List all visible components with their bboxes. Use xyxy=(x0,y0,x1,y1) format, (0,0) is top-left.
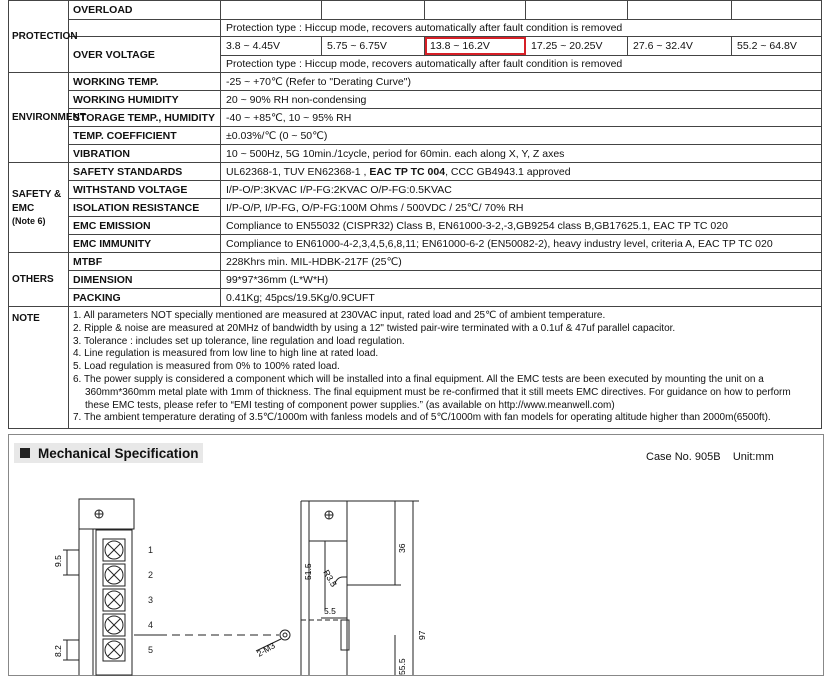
overload-label-cont xyxy=(69,20,221,37)
over-voltage-ranges xyxy=(221,37,822,56)
safety-value: Compliance to EN55032 (CISPR32) Class B, EN61000-3-2,-3,GB9254 class B,GB17625.1, EAC TP TC 020 xyxy=(221,217,822,235)
terminal-number: 1 xyxy=(148,545,154,555)
env-value: -25 ~ +70℃ (Refer to "Derating Curve") xyxy=(221,73,822,91)
others-label: PACKING xyxy=(69,289,221,307)
safety-label: EMC IMMUNITY xyxy=(69,235,221,253)
safety-label: SAFETY STANDARDS xyxy=(69,163,221,181)
terminal-tab xyxy=(79,499,134,529)
over-voltage-label: OVER VOLTAGE xyxy=(69,37,221,73)
dim-pitch: 9.5 xyxy=(53,555,63,567)
note-item: 7. The ambient temperature derating of 3.5℃/1000m with fanless models and of 5℃/1000m with fan models for operating altitude higher than 2000m(6500ft). xyxy=(73,412,771,424)
safety-value: I/P-O/P:3KVAC I/P-FG:2KVAC O/P-FG:0.5KVAC xyxy=(221,181,822,199)
specification-table xyxy=(8,0,822,429)
others-value: 228Khrs min. MIL-HDBK-217F (25℃) xyxy=(221,253,822,271)
note-item: 6. The power supply is considered a component which will be installed into a final equipment. All the EMC tests are been executed by mounting the unit on a 360mm*360mm metal plate with 1mm of thickness. The final equipment must be re-confirmed that it still meets EMC directives. For guidance on how to perform these EMC tests, please refer to “EMI testing of component power supplies.” (as available on http://www.meanwell.com) xyxy=(73,373,791,411)
safety-label: ISOLATION RESISTANCE xyxy=(69,199,221,217)
note-item: 4. Line regulation is measured from low line to high line at rated load. xyxy=(73,348,379,360)
safety-category-note: (Note 6) xyxy=(12,216,46,226)
mechanical-section xyxy=(8,434,824,676)
overload-protection-type: Protection type : Hiccup mode, recovers automatically after fault condition is removed xyxy=(221,20,822,37)
terminal-number: 3 xyxy=(148,595,154,605)
dim-slot-radius: R3.5 xyxy=(321,568,339,589)
overload-label: OVERLOAD xyxy=(69,1,221,20)
environment-category: ENVIRONMENT xyxy=(9,73,69,163)
notes-cell xyxy=(69,307,822,429)
env-label: WORKING TEMP. xyxy=(69,73,221,91)
others-label: MTBF xyxy=(69,253,221,271)
dim-lower: 55.5 xyxy=(397,658,407,675)
note-item: 5. Load regulation is measured from 0% to 100% rated load. xyxy=(73,361,340,373)
mechanical-drawing xyxy=(9,435,823,675)
safety-category-line1: SAFETY & xyxy=(12,189,62,200)
safety-value: UL62368-1, TUV EN62368-1 , EAC TP TC 004, CCC GB4943.1 approved xyxy=(221,163,822,181)
ov-range: 5.75 ~ 6.75V xyxy=(322,37,425,55)
dim-height-top: 36 xyxy=(397,543,407,553)
terminal-block xyxy=(96,530,132,675)
env-label: TEMP. COEFFICIENT xyxy=(69,127,221,145)
env-value: ±0.03%/℃ (0 ~ 50℃) xyxy=(221,127,822,145)
overload-values xyxy=(221,1,822,20)
terminal-screws xyxy=(103,539,125,661)
protection-category: PROTECTION xyxy=(9,1,69,73)
ov-range: 3.8 ~ 4.45V xyxy=(221,37,322,55)
safety-label: WITHSTAND VOLTAGE xyxy=(69,181,221,199)
case-info: Case No. 905B Unit:mm xyxy=(646,451,774,463)
dim-edge: 8.2 xyxy=(53,645,63,657)
others-label: DIMENSION xyxy=(69,271,221,289)
note-item: 3. Tolerance : includes set up tolerance, line regulation and load regulation. xyxy=(73,335,405,347)
env-label: STORAGE TEMP., HUMIDITY xyxy=(69,109,221,127)
safety-value: Compliance to EN61000-4-2,3,4,5,6,8,11; EN61000-6-2 (EN50082-2), heavy industry level, criteria A, EAC TP TC 020 xyxy=(221,235,822,253)
dim-screw: 2-M3 xyxy=(255,640,277,659)
env-value: 20 ~ 90% RH non-condensing xyxy=(221,91,822,109)
ov-range: 17.25 ~ 20.25V xyxy=(526,37,628,55)
note-category: NOTE xyxy=(9,307,69,429)
chassis-tab xyxy=(309,501,347,541)
safety-category xyxy=(9,163,69,253)
env-label: WORKING HUMIDITY xyxy=(69,91,221,109)
terminal-numbers xyxy=(148,545,153,655)
dim-mid: 51.5 xyxy=(303,563,313,580)
note-item: 2. Ripple & noise are measured at 20MHz of bandwidth by using a 12" twisted pair-wire terminated with a 0.1uf & 47uf parallel capacitor. xyxy=(73,322,676,334)
mechanical-title: Mechanical Specification xyxy=(38,445,199,461)
note-item: 1. All parameters NOT specially mentioned are measured at 230VAC input, rated load and 25℃ of ambient temperature. xyxy=(73,310,606,321)
dim-depth: 97 xyxy=(417,630,427,640)
terminal-number: 2 xyxy=(148,570,154,580)
others-value: 99*97*36mm (L*W*H) xyxy=(221,271,822,289)
others-value: 0.41Kg; 45pcs/19.5Kg/0.9CUFT xyxy=(221,289,822,307)
dim-offset: 5.5 xyxy=(324,606,336,616)
notes-list xyxy=(73,310,817,425)
terminal-number: 4 xyxy=(148,620,154,630)
ov-range: 27.6 ~ 32.4V xyxy=(628,37,732,55)
ov-range-highlighted: 13.8 ~ 16.2V xyxy=(425,37,526,55)
others-category: OTHERS xyxy=(9,253,69,307)
safety-value: I/P-O/P, I/P-FG, O/P-FG:100M Ohms / 500VDC / 25℃/ 70% RH xyxy=(221,199,822,217)
screw-hole-icon xyxy=(280,630,290,640)
ov-range: 55.2 ~ 64.8V xyxy=(737,40,797,52)
env-value: 10 ~ 500Hz, 5G 10min./1cycle, period for 60min. each along X, Y, Z axes xyxy=(221,145,822,163)
over-voltage-protection-type: Protection type : Hiccup mode, recovers automatically after fault condition is removed xyxy=(221,56,822,73)
safety-label: EMC EMISSION xyxy=(69,217,221,235)
safety-category-line2: EMC xyxy=(12,203,35,214)
env-value: -40 ~ +85℃, 10 ~ 95% RH xyxy=(221,109,822,127)
env-label: VIBRATION xyxy=(69,145,221,163)
terminal-number: 5 xyxy=(148,645,154,655)
